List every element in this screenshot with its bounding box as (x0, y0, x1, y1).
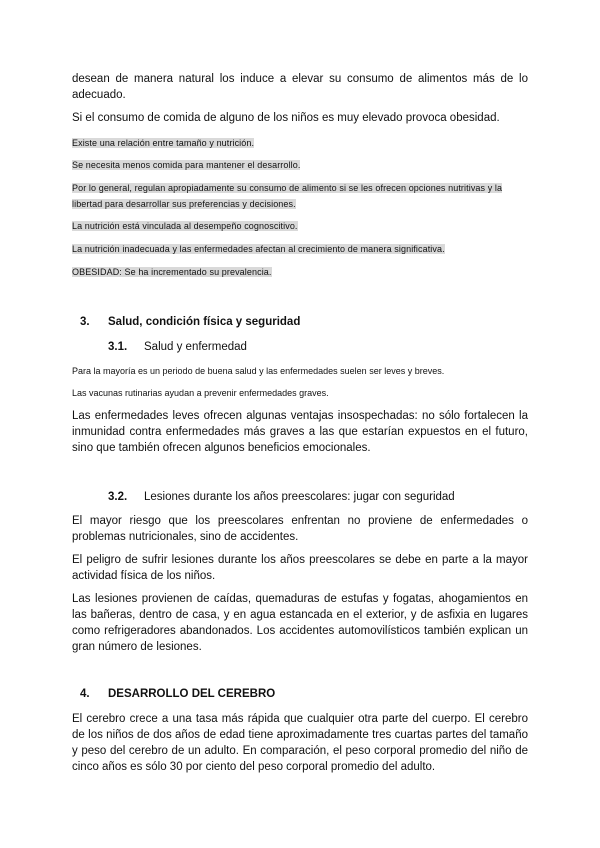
highlight-text: OBESIDAD: Se ha incrementado su prevalencia. (72, 267, 272, 277)
subsection-number: 3.1. (108, 341, 128, 353)
section-number: 3. (80, 316, 90, 328)
section-heading (80, 314, 300, 330)
highlight-text: Por lo general, regulan apropiadamente su consumo de alimento si se les ofrecen opciones nutritivas y la libertad para desarrollar sus preferencias y decisiones. (72, 183, 503, 209)
section-title: DESARROLLO DEL CEREBRO (108, 688, 276, 700)
subsection-heading (108, 489, 455, 505)
highlight-note (72, 181, 532, 212)
subsection-title: Lesiones durante los años preescolares: jugar con seguridad (144, 491, 455, 503)
highlight-note (72, 219, 528, 235)
highlight-text: Se necesita menos comida para mantener el desarrollo. (72, 160, 301, 170)
highlight-note (72, 265, 528, 281)
paragraph-obesity-intro: Si el consumo de comida de alguno de los niños es muy elevado provoca obesidad. (72, 112, 500, 124)
highlight-text: La nutrición está vinculada al desempeño cognoscitivo. (72, 221, 298, 231)
subsection-number: 3.2. (108, 491, 128, 503)
subsection-heading (108, 339, 247, 355)
highlight-text: La nutrición inadecuada y las enfermedades afectan al crecimiento de manera significativa. (72, 244, 445, 254)
subsection-title: Salud y enfermedad (144, 341, 247, 353)
paragraph-intro-continuation: desean de manera natural los induce a elevar su consumo de alimentos más de lo adecuado. (72, 73, 528, 101)
section-heading (80, 686, 275, 702)
highlight-note (72, 136, 528, 152)
highlight-text: Existe una relación entre tamaño y nutrición. (72, 138, 255, 148)
paragraph-injury-danger: El peligro de sufrir lesiones durante los años preescolares se debe en parte a la mayor actividad física de los niños. (72, 554, 528, 582)
note-text: Las vacunas rutinarias ayudan a prevenir enfermedades graves. (72, 388, 329, 398)
highlight-note (72, 242, 528, 258)
section-number: 4. (80, 688, 90, 700)
paragraph-injury-sources: Las lesiones provienen de caídas, quemaduras de estufas y fogatas, ahogamientos en las bañeras, dentro de casa, y en agua estancada en el exterior, y de asfixia en lugares como refrigeradores abandonados. Los accidentes automovilísticos también explican un gran número de lesiones. (72, 593, 528, 653)
highlight-note (72, 158, 528, 174)
paragraph-mild-illness: Las enfermedades leves ofrecen algunas ventajas insospechadas: no sólo fortalecen la inmunidad contra enfermedades más graves a las que estarían expuestos en el futuro, sino que también ofrecen algunos beneficios emocionales. (72, 410, 528, 454)
paragraph-brain-growth: El cerebro crece a una tasa más rápida que cualquier otra parte del cuerpo. El cerebro de los niños de dos años de edad tiene aproximadamente tres cuartas partes del tamaño y peso del cerebro de un adulto. En comparación, el peso corporal promedio del niño de cinco años es sólo 30 por ciento del peso corporal promedio del adulto. (72, 713, 528, 773)
note-text: Para la mayoría es un periodo de buena salud y las enfermedades suelen ser leves y breves. (72, 366, 445, 376)
paragraph-accident-risk: El mayor riesgo que los preescolares enfrentan no proviene de enfermedades o problemas nutricionales, sino de accidentes. (72, 515, 528, 543)
section-title: Salud, condición física y seguridad (108, 316, 301, 328)
